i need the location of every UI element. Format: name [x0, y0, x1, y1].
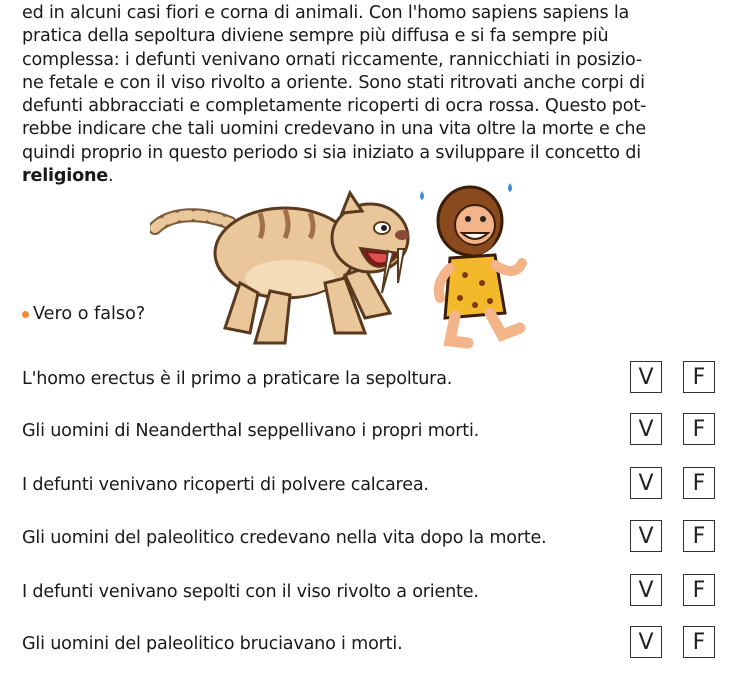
paragraph-line: defunti abbracciati e completamente ricoperti di ocra rossa. Questo pot-: [22, 96, 647, 117]
statement-text: Gli uomini di Neanderthal seppellivano i propri morti.: [22, 421, 480, 441]
statement-text: L'homo erectus è il primo a praticare la sepoltura.: [22, 369, 453, 389]
bullet-icon: [22, 311, 29, 318]
paragraph-line: complessa: i defunti venivano ornati riccamente, rannicchiati in posizio-: [22, 49, 643, 70]
paragraph-line: ne fetale e con il viso rivolto a oriente. Sono stati ritrovati anche corpi di: [22, 72, 645, 93]
statement-row: [0, 574, 738, 610]
statement-text: Gli uomini del paleolitico bruciavano i morti.: [22, 634, 403, 654]
end-punctuation: .: [108, 166, 114, 187]
false-checkbox[interactable]: F: [683, 467, 715, 499]
statement-row: [0, 413, 738, 449]
statement-text: I defunti venivano ricoperti di polvere calcarea.: [22, 475, 429, 495]
statement-row: [0, 520, 738, 556]
paragraph-line: ed in alcuni casi fiori e corna di animali. Con l'homo sapiens sapiens la: [22, 3, 630, 23]
caveman-illustration: [420, 183, 522, 343]
sabertooth-tiger-illustration: [155, 193, 409, 343]
false-checkbox[interactable]: F: [683, 626, 715, 658]
true-checkbox[interactable]: V: [630, 626, 662, 658]
true-checkbox[interactable]: V: [630, 413, 662, 445]
intro-paragraph: [22, 2, 728, 188]
statement-row: [0, 361, 738, 397]
statement-text: I defunti venivano sepolti con il viso rivolto a oriente.: [22, 582, 479, 602]
illustration: [150, 183, 550, 363]
keyword-religione: religione: [22, 166, 109, 187]
false-checkbox[interactable]: F: [683, 413, 715, 445]
statement-text: Gli uomini del paleolitico credevano nella vita dopo la morte.: [22, 528, 547, 548]
true-checkbox[interactable]: V: [630, 520, 662, 552]
paragraph-line: pratica della sepoltura diviene sempre più diffusa e si fa sempre più: [22, 26, 609, 47]
false-checkbox[interactable]: F: [683, 520, 715, 552]
paragraph-line: rebbe indicare che tali uomini credevano in una vita oltre la morte e che: [22, 119, 647, 140]
false-checkbox[interactable]: F: [683, 361, 715, 393]
paragraph-line: quindi proprio in questo periodo si sia iniziato a sviluppare il concetto di: [22, 142, 641, 163]
statement-row: [0, 626, 738, 662]
true-checkbox[interactable]: V: [630, 574, 662, 606]
question-prompt: [22, 304, 145, 324]
statement-row: [0, 467, 738, 503]
true-checkbox[interactable]: V: [630, 361, 662, 393]
question-label: Vero o falso?: [33, 304, 146, 324]
false-checkbox[interactable]: F: [683, 574, 715, 606]
illustration-svg: [150, 183, 550, 363]
true-checkbox[interactable]: V: [630, 467, 662, 499]
